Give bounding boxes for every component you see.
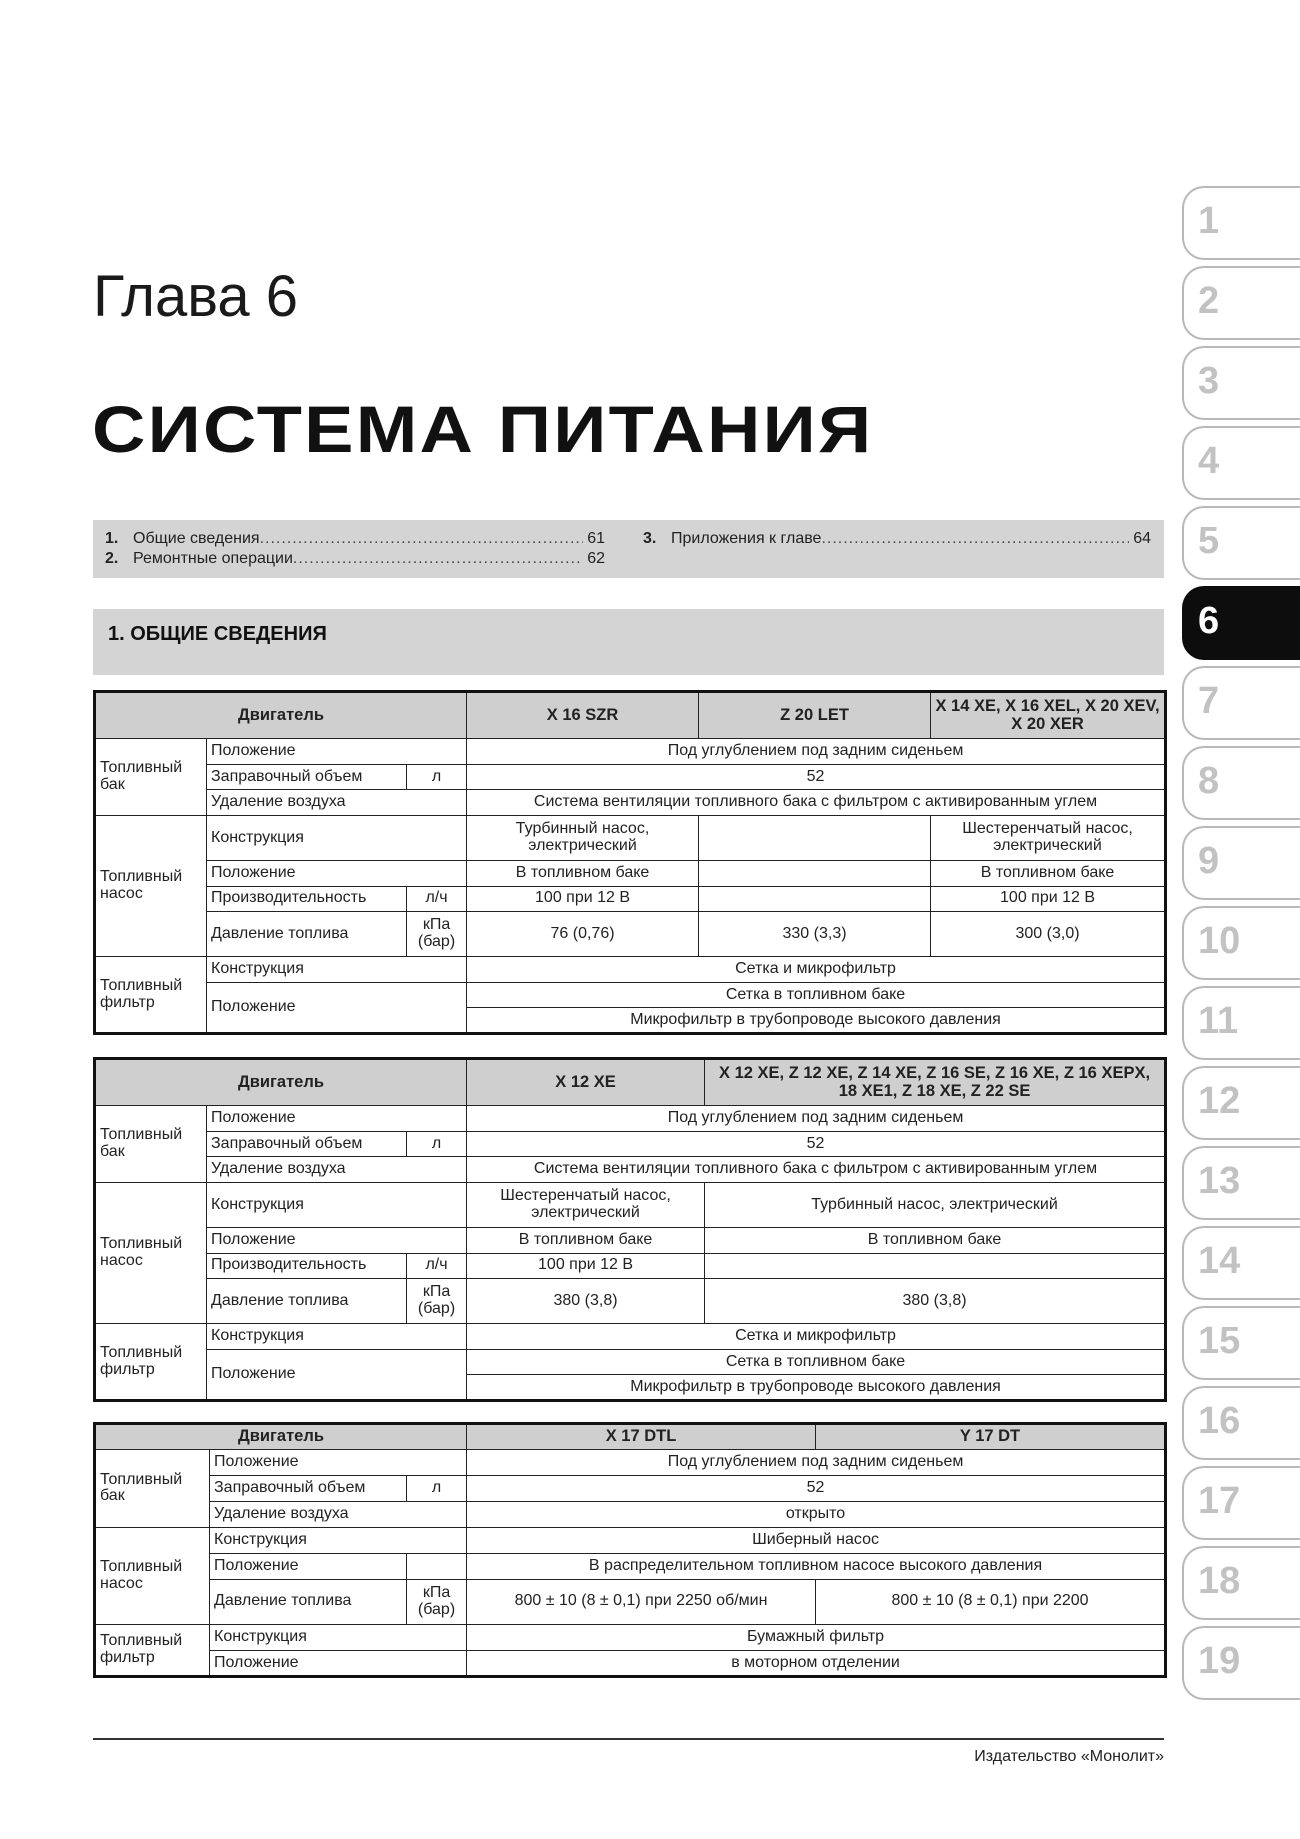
table-row: [95, 1131, 1166, 1157]
section-header: [93, 609, 1164, 675]
group-label: Топливный насос: [95, 1527, 210, 1624]
param-label: Производительность: [207, 1253, 407, 1279]
chapter-tab-label: 8: [1198, 760, 1220, 802]
table-row: [95, 1279, 1166, 1324]
chapter-tab-label: 16: [1198, 1400, 1241, 1442]
spec-table-3: [93, 1422, 1167, 1678]
value-cell: Под углублением под задним сиденьем: [467, 1449, 1166, 1475]
value-cell: 800 ± 10 (8 ± 0,1) при 2200: [816, 1579, 1166, 1625]
chapter-tab-label: 15: [1198, 1320, 1241, 1362]
group-label: Топливный бак: [95, 1449, 210, 1527]
group-label: Топливный фильтр: [95, 1625, 210, 1677]
param-label: Производительность: [207, 886, 407, 912]
param-label: Заправочный объем: [210, 1475, 407, 1501]
chapter-tab-15[interactable]: [1182, 1306, 1300, 1380]
value-cell: 330 (3,3): [699, 912, 931, 957]
unit-cell: л: [407, 764, 467, 790]
chapter-tab-14[interactable]: [1182, 1226, 1300, 1300]
table-row: [95, 1324, 1166, 1350]
unit-cell: кПа (бар): [407, 912, 467, 957]
unit-cell: л/ч: [407, 886, 467, 912]
unit-cell: л: [407, 1131, 467, 1157]
chapter-tab-label: 12: [1198, 1080, 1241, 1122]
value-cell: Турбинный насос, электрический: [467, 815, 699, 860]
toc-item-number: 1.: [105, 530, 119, 547]
table-row: [95, 957, 1166, 983]
value-cell: Под углублением под задним сиденьем: [467, 739, 1166, 765]
chapter-label: Глава 6: [93, 264, 299, 329]
chapter-tab-label: 2: [1198, 280, 1220, 322]
table-of-contents: [93, 520, 1164, 578]
value-cell: [699, 860, 931, 886]
table-header-row: [95, 1059, 1166, 1106]
value-cell: В топливном баке: [931, 860, 1166, 886]
group-label: Топливный бак: [95, 739, 207, 816]
param-label: Положение: [207, 1349, 467, 1400]
toc-item-title: Общие сведения: [133, 530, 260, 547]
chapter-tab-17[interactable]: [1182, 1466, 1300, 1540]
table-row: [95, 1157, 1166, 1183]
group-label: Топливный фильтр: [95, 1324, 207, 1401]
param-label: Положение: [210, 1449, 467, 1475]
unit-cell: л/ч: [407, 1253, 467, 1279]
chapter-tab-label: 9: [1198, 840, 1220, 882]
chapter-tab-16[interactable]: [1182, 1386, 1300, 1460]
chapter-tab-6[interactable]: [1182, 586, 1300, 660]
chapter-tab-label: 7: [1198, 680, 1220, 722]
unit-cell: кПа (бар): [407, 1279, 467, 1324]
chapter-tab-18[interactable]: [1182, 1546, 1300, 1620]
value-cell: Шиберный насос: [467, 1527, 1166, 1553]
table-row: [95, 1579, 1166, 1625]
table-row: [95, 886, 1166, 912]
table-row: [95, 1553, 1166, 1579]
value-cell: 380 (3,8): [467, 1279, 705, 1324]
group-label: Топливный бак: [95, 1106, 207, 1183]
param-label: Положение: [207, 1227, 467, 1253]
param-label: Удаление воздуха: [210, 1501, 467, 1527]
toc-item-page: 62: [587, 550, 605, 567]
value-cell: открыто: [467, 1501, 1166, 1527]
chapter-tab-10[interactable]: [1182, 906, 1300, 980]
param-label: Конструкция: [210, 1625, 467, 1651]
chapter-tab-label: 4: [1198, 440, 1220, 482]
toc-item-title: Ремонтные операции: [133, 550, 293, 567]
engine-column: Y 17 DT: [816, 1424, 1166, 1450]
value-cell: В топливном баке: [467, 1227, 705, 1253]
toc-item-page: 64: [1133, 530, 1151, 547]
engine-column: X 17 DTL: [467, 1424, 816, 1450]
param-label: Положение: [207, 860, 467, 886]
unit-cell: кПа (бар): [407, 1579, 467, 1625]
param-label: Удаление воздуха: [207, 790, 467, 816]
engine-column: X 12 XE, Z 12 XE, Z 14 XE, Z 16 SE, Z 16 XE, Z 16 XEPX, 18 XE1, Z 18 XE, Z 22 SE: [705, 1059, 1166, 1106]
value-cell: 300 (3,0): [931, 912, 1166, 957]
engine-header: Двигатель: [95, 1059, 467, 1106]
group-label: Топливный насос: [95, 1182, 207, 1323]
param-label: Давление топлива: [210, 1579, 407, 1625]
chapter-tab-label: 1: [1198, 200, 1220, 242]
value-cell: Сетка в топливном баке: [467, 1349, 1166, 1375]
spec-table-2: [93, 1057, 1167, 1402]
param-label: Конструкция: [210, 1527, 467, 1553]
group-label: Топливный насос: [95, 815, 207, 956]
value-cell: Шестеренчатый насос, электрический: [467, 1182, 705, 1227]
table-row: [95, 815, 1166, 860]
value-cell: 800 ± 10 (8 ± 0,1) при 2250 об/мин: [467, 1579, 816, 1625]
engine-column: X 12 XE: [467, 1059, 705, 1106]
chapter-tab-label: 10: [1198, 920, 1241, 962]
table-row: [95, 1527, 1166, 1553]
chapter-tab-label: 17: [1198, 1480, 1241, 1522]
table-row: [95, 1475, 1166, 1501]
table-row: [95, 860, 1166, 886]
param-label: Давление топлива: [207, 912, 407, 957]
toc-item-title: Приложения к главе: [671, 530, 822, 547]
param-label: Положение: [210, 1553, 407, 1579]
chapter-tab-3[interactable]: [1182, 346, 1300, 420]
engine-column: X 14 XE, X 16 XEL, X 20 XEV, X 20 XER: [931, 692, 1166, 739]
table-row: [95, 1253, 1166, 1279]
publisher-footer: Издательство «Монолит»: [974, 1748, 1164, 1765]
chapter-tab-8[interactable]: [1182, 746, 1300, 820]
param-label: Заправочный объем: [207, 764, 407, 790]
table-row: [95, 1106, 1166, 1132]
chapter-tab-label: 5: [1198, 520, 1220, 562]
unit-cell: [407, 1553, 467, 1579]
value-cell: 52: [467, 764, 1166, 790]
toc-dots: [821, 530, 1129, 548]
toc-item[interactable]: [105, 550, 605, 568]
chapter-tab-1[interactable]: [1182, 186, 1300, 260]
value-cell: [705, 1253, 1166, 1279]
section-title: 1. ОБЩИЕ СВЕДЕНИЯ: [108, 623, 327, 645]
chapter-tab-label: 3: [1198, 360, 1220, 402]
value-cell: 100 при 12 В: [467, 1253, 705, 1279]
value-cell: 52: [467, 1475, 1166, 1501]
toc-dots: [260, 530, 584, 548]
engine-column: X 16 SZR: [467, 692, 699, 739]
chapter-tab-7[interactable]: [1182, 666, 1300, 740]
chapter-tab-9[interactable]: [1182, 826, 1300, 900]
value-cell: 52: [467, 1131, 1166, 1157]
table-row: [95, 1625, 1166, 1651]
engine-header: Двигатель: [95, 1424, 467, 1450]
value-cell: в моторном отделении: [467, 1651, 1166, 1677]
toc-item[interactable]: [643, 530, 1151, 548]
value-cell: В топливном баке: [705, 1227, 1166, 1253]
engine-header: Двигатель: [95, 692, 467, 739]
param-label: Удаление воздуха: [207, 1157, 467, 1183]
table-row: [95, 1349, 1166, 1375]
value-cell: Бумажный фильтр: [467, 1625, 1166, 1651]
chapter-tab-label: 19: [1198, 1640, 1241, 1682]
value-cell: В топливном баке: [467, 860, 699, 886]
table-header-row: [95, 692, 1166, 739]
toc-item-number: 3.: [643, 530, 657, 547]
spec-table-1: [93, 690, 1167, 1035]
table-row: [95, 1449, 1166, 1475]
chapter-tab-19[interactable]: [1182, 1626, 1300, 1700]
param-label: Положение: [207, 982, 467, 1033]
value-cell: 100 при 12 В: [467, 886, 699, 912]
table-row: [95, 912, 1166, 957]
value-cell: Система вентиляции топливного бака с фильтром с активированным углем: [467, 790, 1166, 816]
table-row: [95, 790, 1166, 816]
chapter-tab-label: 6: [1198, 600, 1220, 642]
param-label: Конструкция: [207, 1324, 467, 1350]
value-cell: 100 при 12 В: [931, 886, 1166, 912]
engine-column: Z 20 LET: [699, 692, 931, 739]
value-cell: [699, 815, 931, 860]
value-cell: Под углублением под задним сиденьем: [467, 1106, 1166, 1132]
value-cell: Сетка и микрофильтр: [467, 1324, 1166, 1350]
value-cell: [699, 886, 931, 912]
chapter-tab-13[interactable]: [1182, 1146, 1300, 1220]
value-cell: Турбинный насос, электрический: [705, 1182, 1166, 1227]
footer-divider: [93, 1738, 1164, 1740]
group-label: Топливный фильтр: [95, 957, 207, 1034]
chapter-tab-label: 18: [1198, 1560, 1241, 1602]
value-cell: Сетка в топливном баке: [467, 982, 1166, 1008]
table-header-row: [95, 1424, 1166, 1450]
param-label: Конструкция: [207, 957, 467, 983]
param-label: Конструкция: [207, 1182, 467, 1227]
value-cell: Шестеренчатый насос, электрический: [931, 815, 1166, 860]
value-cell: Микрофильтр в трубопроводе высокого давления: [467, 1008, 1166, 1034]
chapter-tab-5[interactable]: [1182, 506, 1300, 580]
value-cell: 380 (3,8): [705, 1279, 1166, 1324]
value-cell: Микрофильтр в трубопроводе высокого давления: [467, 1375, 1166, 1401]
toc-item[interactable]: [105, 530, 605, 548]
chapter-tab-label: 13: [1198, 1160, 1241, 1202]
table-row: [95, 739, 1166, 765]
toc-dots: [293, 550, 583, 568]
table-row: [95, 1501, 1166, 1527]
param-label: Заправочный объем: [207, 1131, 407, 1157]
chapter-tab-11[interactable]: [1182, 986, 1300, 1060]
param-label: Положение: [207, 739, 467, 765]
chapter-tab-label: 14: [1198, 1240, 1241, 1282]
value-cell: В распределительном топливном насосе высокого давления: [467, 1553, 1166, 1579]
chapter-tab-label: 11: [1198, 1000, 1239, 1042]
value-cell: Система вентиляции топливного бака с фильтром с активированным углем: [467, 1157, 1166, 1183]
table-row: [95, 982, 1166, 1008]
param-label: Положение: [207, 1106, 467, 1132]
table-row: [95, 1182, 1166, 1227]
value-cell: Сетка и микрофильтр: [467, 957, 1166, 983]
table-row: [95, 1651, 1166, 1677]
toc-item-number: 2.: [105, 550, 119, 567]
unit-cell: л: [407, 1475, 467, 1501]
value-cell: 76 (0,76): [467, 912, 699, 957]
chapter-tab-4[interactable]: [1182, 426, 1300, 500]
chapter-tab-2[interactable]: [1182, 266, 1300, 340]
table-row: [95, 764, 1166, 790]
chapter-title: СИСТЕМА ПИТАНИЯ: [92, 392, 874, 466]
param-label: Конструкция: [207, 815, 467, 860]
param-label: Давление топлива: [207, 1279, 407, 1324]
chapter-tab-12[interactable]: [1182, 1066, 1300, 1140]
toc-item-page: 61: [587, 530, 605, 547]
table-row: [95, 1227, 1166, 1253]
param-label: Положение: [210, 1651, 467, 1677]
